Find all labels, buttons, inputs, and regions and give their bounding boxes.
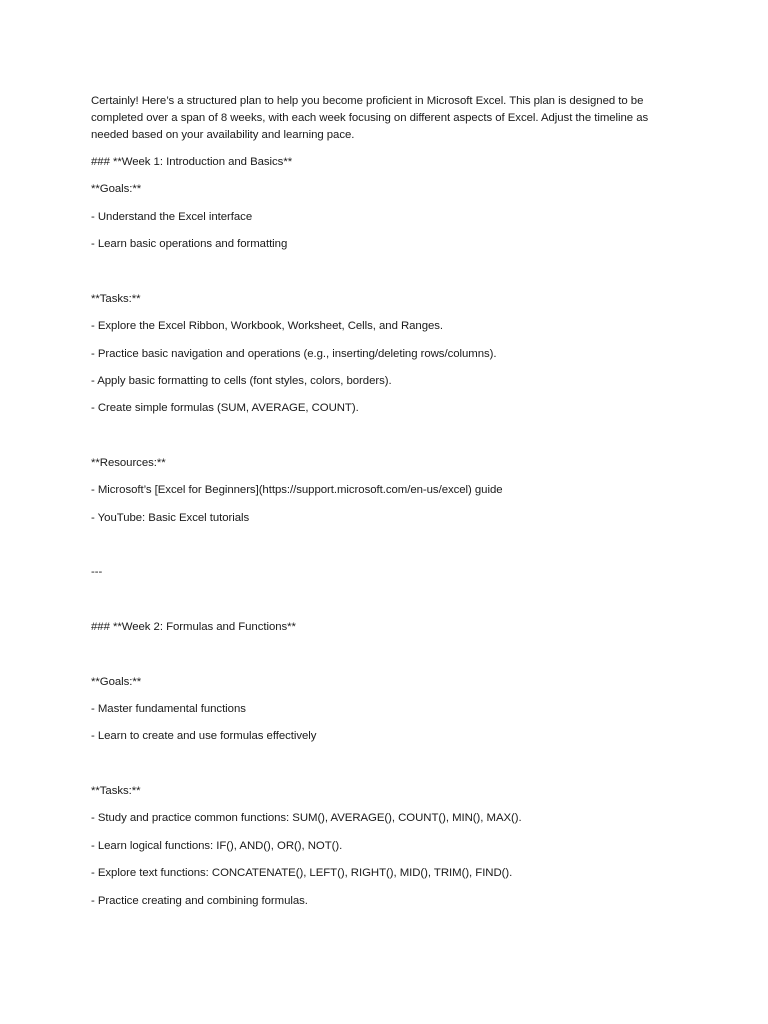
section-separator: ---: [91, 566, 103, 578]
week1-tasks-label: **Tasks:**: [91, 293, 141, 305]
week1-resources-label: **Resources:**: [91, 457, 166, 469]
week1-goals-label: **Goals:**: [91, 183, 142, 195]
intro-paragraph: Certainly! Here’s a structured plan to help you become proficient in Microsoft Excel. This plan is designed to be completed over a span of 8 weeks, with each week focusing on different aspects of Excel. Adjust the timeline as needed based on your availability and learning pace.: [91, 95, 649, 141]
week2-goal-item: - Learn to create and use formulas effectively: [91, 730, 317, 742]
week2-goals-label: **Goals:**: [91, 676, 142, 688]
week1-task-item: - Practice basic navigation and operations (e.g., inserting/deleting rows/columns).: [91, 348, 497, 360]
week1-goal-item: - Learn basic operations and formatting: [91, 238, 288, 250]
week1-task-item: - Apply basic formatting to cells (font styles, colors, borders).: [91, 375, 392, 387]
week2-goal-item: - Master fundamental functions: [91, 703, 246, 715]
week1-resource-item: - Microsoft’s [Excel for Beginners](https://support.microsoft.com/en-us/excel) guide: [91, 484, 503, 496]
week2-task-item: - Explore text functions: CONCATENATE(), LEFT(), RIGHT(), MID(), TRIM(), FIND().: [91, 867, 513, 879]
week2-heading: ### **Week 2: Formulas and Functions**: [91, 621, 296, 633]
week2-tasks-label: **Tasks:**: [91, 785, 141, 797]
week1-heading: ### **Week 1: Introduction and Basics**: [91, 156, 293, 168]
week1-task-item: - Explore the Excel Ribbon, Workbook, Worksheet, Cells, and Ranges.: [91, 320, 444, 332]
week1-resource-item: - YouTube: Basic Excel tutorials: [91, 512, 250, 524]
week1-task-item: - Create simple formulas (SUM, AVERAGE, COUNT).: [91, 402, 359, 414]
week2-task-item: - Learn logical functions: IF(), AND(), OR(), NOT().: [91, 840, 343, 852]
week2-task-item: - Study and practice common functions: SUM(), AVERAGE(), COUNT(), MIN(), MAX().: [91, 812, 522, 824]
week1-goal-item: - Understand the Excel interface: [91, 211, 253, 223]
week2-task-item: - Practice creating and combining formulas.: [91, 895, 308, 907]
